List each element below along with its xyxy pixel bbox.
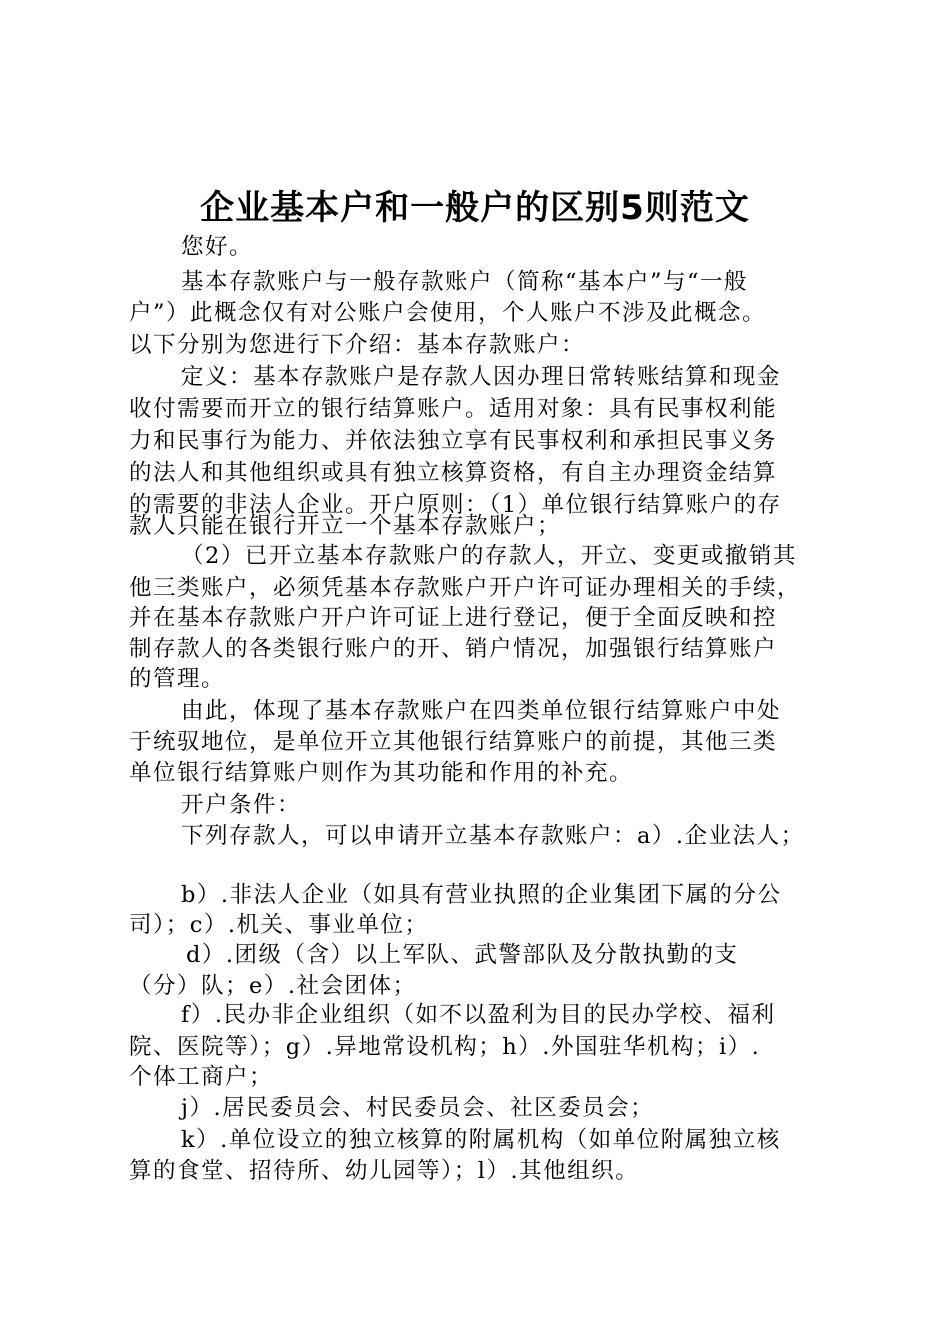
text-line: 收付需要而开立的银行结算账户。适用对象：具有民事权利能 — [129, 396, 778, 422]
text-line: 算的食堂、招待所、幼儿园等）；l）.其他组织。 — [129, 1158, 640, 1184]
text-line: 您好。 — [181, 234, 254, 260]
text-line: d）.团级（含）以上军队、武警部队及分散执勤的支 — [186, 942, 739, 968]
text-line: 开户条件： — [181, 792, 302, 818]
text-line: 款人只能在银行开立一个基本存款账户； — [129, 513, 562, 539]
text-line: 户”）此概念仅有对公账户会使用，个人账户不涉及此概念。 — [129, 300, 767, 326]
text-line: 由此，体现了基本存款账户在四类单位银行结算账户中处 — [181, 698, 782, 724]
document-title: 企业基本户和一般户的区别5则范文 — [200, 188, 750, 228]
text-line: 单位银行结算账户则作为其功能和作用的补充。 — [129, 760, 634, 786]
text-line: k）.单位设立的独立核算的附属机构（如单位附属独立核 — [181, 1127, 781, 1153]
text-line: 以下分别为您进行下介绍：基本存款账户： — [129, 332, 586, 358]
text-line: 司）；c）.机关、事业单位； — [129, 912, 429, 938]
text-line: 的管理。 — [129, 666, 226, 692]
text-line: 基本存款账户与一般存款账户（简称“基本户”与“一般 — [181, 269, 749, 295]
text-line: 定义：基本存款账户是存款人因办理日常转账结算和现金 — [181, 364, 782, 390]
text-line: 个体工商户； — [129, 1064, 274, 1090]
text-line: j）.居民委员会、村民委员会、社区委员会； — [181, 1095, 655, 1121]
text-line: 制存款人的各类银行账户的开、销户情况，加强银行结算账户 — [129, 636, 778, 662]
text-line: 于统驭地位，是单位开立其他银行结算账户的前提，其他三类 — [129, 729, 778, 755]
text-line: 他三类账户，必须凭基本存款账户开户许可证办理相关的手续， — [129, 575, 802, 601]
text-line: 的法人和其他组织或具有独立核算资格，有自主办理资金结算 — [129, 460, 778, 486]
text-line: 院、医院等）；g）.异地常设机构；h）.外国驻华机构；i）. — [129, 1034, 761, 1060]
text-line: 的需要的非法人企业。开户原则：（1）单位银行结算账户的存 — [129, 492, 782, 518]
text-line: 下列存款人，可以申请开立基本存款账户：a）.企业法人； — [181, 823, 805, 849]
text-line: 力和民事行为能力、并依法独立享有民事权利和承担民事义务 — [129, 428, 778, 454]
text-line: （2）已开立基本存款账户的存款人，开立、变更或撤销其 — [181, 543, 797, 569]
text-line: 并在基本存款账户开户许可证上进行登记，便于全面反映和控 — [129, 605, 778, 631]
text-line: （分）队；e）.社会团体； — [129, 973, 417, 999]
text-line: f）.民办非企业组织（如不以盈利为目的民办学校、福利 — [181, 1002, 776, 1028]
text-line: b）.非法人企业（如具有营业执照的企业集团下属的分公 — [181, 882, 782, 908]
